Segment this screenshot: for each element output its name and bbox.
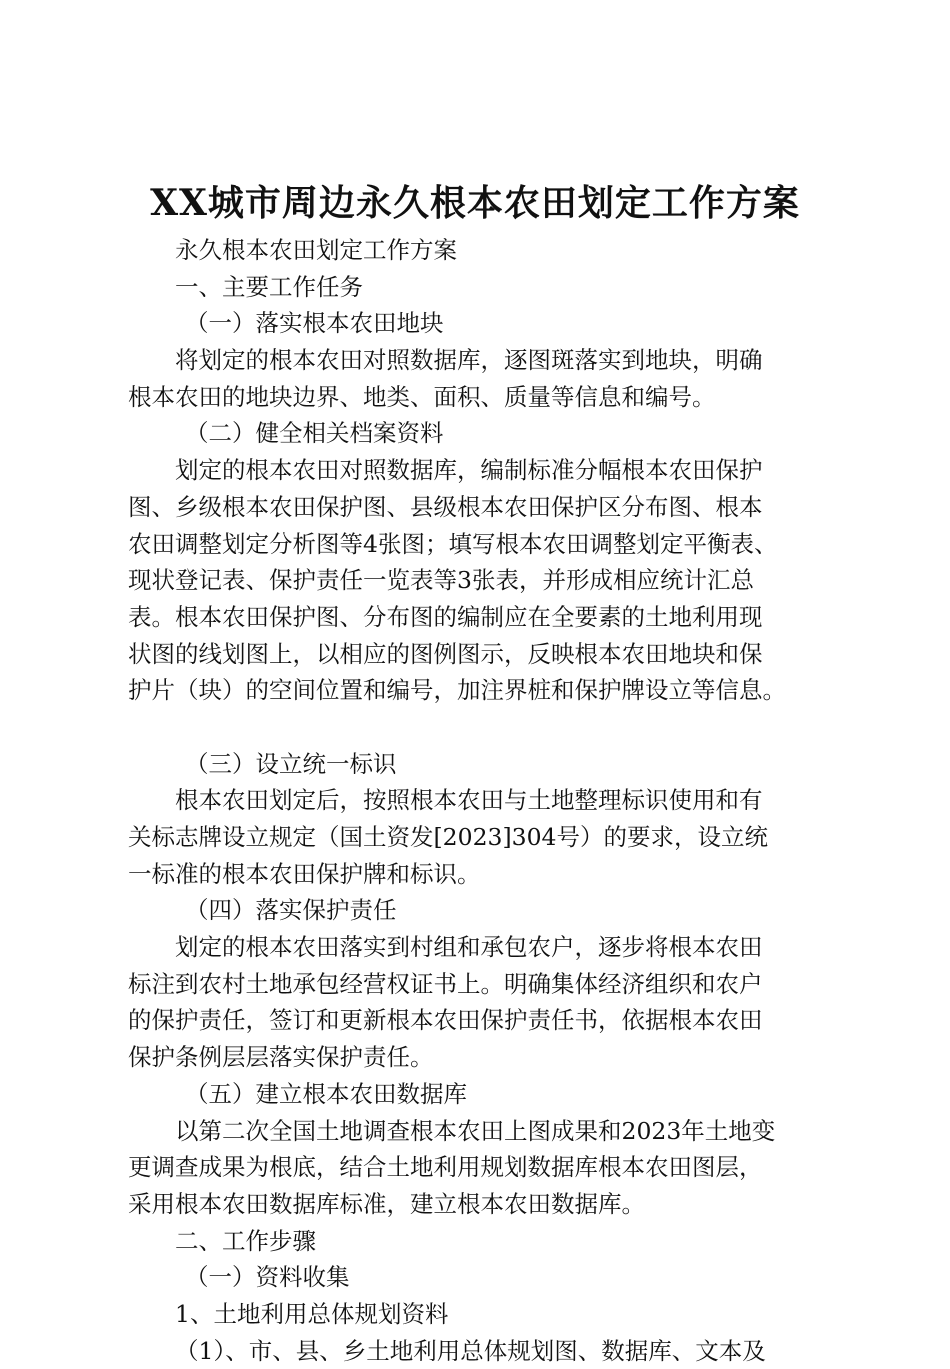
paragraph-line: 现状登记表、保护责任一览表等3张表，并形成相应统计汇总 — [128, 566, 754, 595]
section-heading: 一、主要工作任务 — [175, 272, 363, 301]
paragraph-line: 状图的线划图上，以相应的图例图示，反映根本农田地块和保 — [128, 639, 763, 668]
subsection-heading: （一）资料收集 — [185, 1263, 350, 1292]
paragraph-line: 护片（块）的空间位置和编号，加注界桩和保护牌设立等信息。 — [128, 676, 786, 705]
document-body — [128, 232, 828, 1369]
paragraph-line: 表。根本农田保护图、分布图的编制应在全要素的土地利用现 — [128, 602, 763, 631]
paragraph-line: 关标志牌设立规定（国土资发[2023]304号）的要求，设立统 — [128, 823, 768, 851]
blank-line — [128, 709, 828, 746]
section-heading: 二、工作步骤 — [175, 1226, 316, 1255]
paragraph-line: 根本农田划定后，按照根本农田与土地整理标识使用和有 — [175, 786, 763, 815]
item-heading: 1、土地利用总体规划资料 — [175, 1299, 449, 1328]
paragraph-line: 保护条例层层落实保护责任。 — [128, 1043, 434, 1072]
subsection-heading: （三）设立统一标识 — [185, 749, 397, 778]
paragraph-line: 图、乡级根本农田保护图、县级根本农田保护区分布图、根本 — [128, 492, 763, 521]
paragraph-line: 划定的根本农田对照数据库，编制标准分幅根本农田保护 — [175, 456, 763, 485]
subsection-heading: （一）落实根本农田地块 — [185, 309, 444, 338]
paragraph-line: 标注到农村土地承包经营权证书上。明确集体经济组织和农户 — [128, 969, 763, 998]
paragraph-line: 一标准的根本农田保护牌和标识。 — [128, 859, 481, 888]
document-title: XX城市周边永久根本农田划定工作方案 — [150, 182, 800, 224]
subsection-heading: （二）健全相关档案资料 — [185, 419, 444, 448]
paragraph-line: 农田调整划定分析图等4张图；填写根本农田调整划定平衡表、 — [128, 529, 778, 558]
paragraph-line: 将划定的根本农田对照数据库，逐图斑落实到地块，明确 — [175, 346, 763, 375]
paragraph-line: 以第二次全国土地调查根本农田上图成果和2023年土地变 — [175, 1116, 776, 1145]
paragraph-line: 的保护责任，签订和更新根本农田保护责任书，依据根本农田 — [128, 1006, 763, 1035]
paragraph-line: 更调查成果为根底，结合土地利用规划数据库根本农田图层， — [128, 1153, 763, 1182]
subsection-heading: （四）落实保护责任 — [185, 896, 397, 925]
subtitle: 永久根本农田划定工作方案 — [175, 236, 457, 264]
paragraph-line: 根本农田的地块边界、地类、面积、质量等信息和编号。 — [128, 382, 716, 411]
paragraph-line: （1）、市、县、乡土地利用总体规划图、数据库、文本及 — [175, 1336, 766, 1365]
subsection-heading: （五）建立根本农田数据库 — [185, 1079, 467, 1108]
paragraph-line: 采用根本农田数据库标准，建立根本农田数据库。 — [128, 1189, 645, 1218]
paragraph-line: 划定的根本农田落实到村组和承包农户，逐步将根本农田 — [175, 933, 763, 962]
